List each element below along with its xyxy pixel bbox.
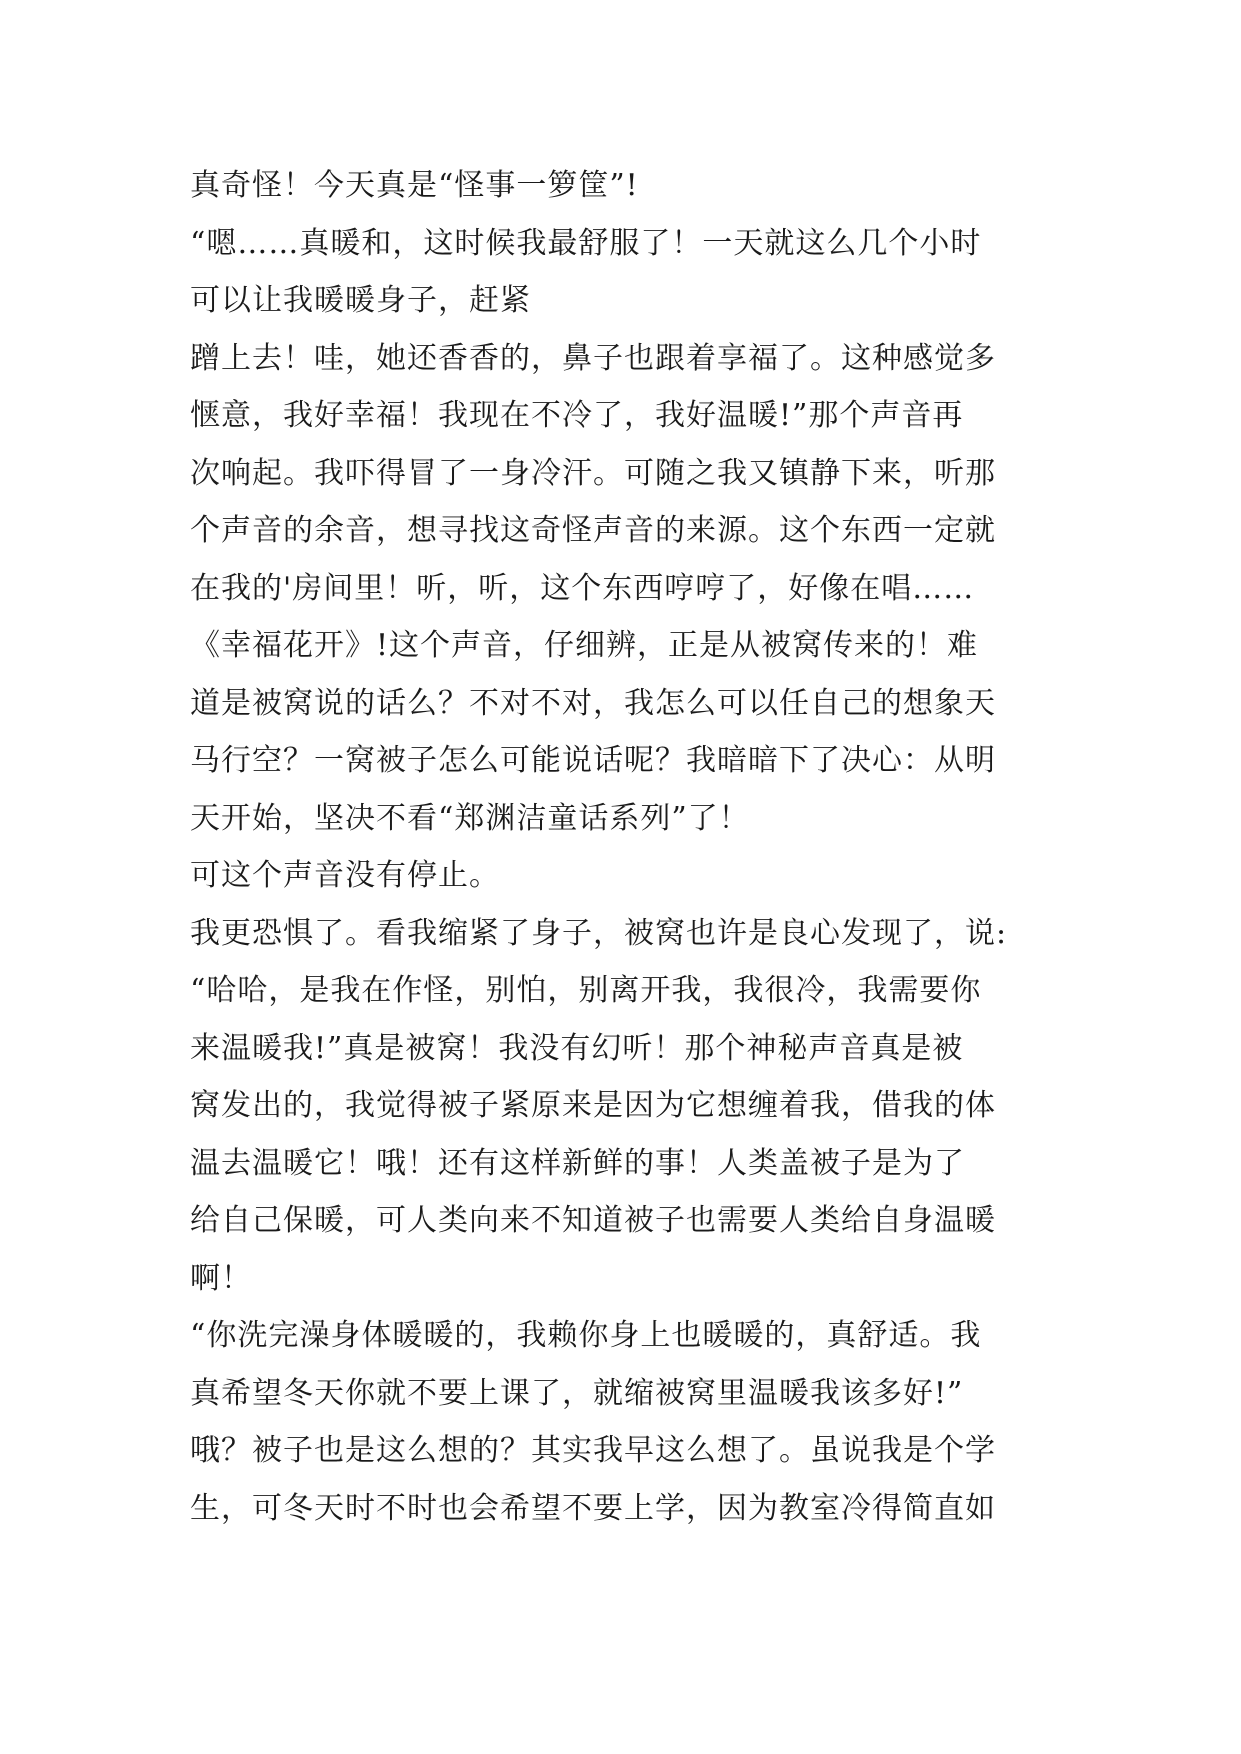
- text-line: 给自己保暖，可人类向来不知道被子也需要人类给自身温暖: [190, 1203, 996, 1238]
- text-line: 在我的'房间里！听，听，这个东西哼哼了，好像在唱……: [190, 570, 975, 606]
- text-line: 温去温暖它！哦！还有这样新鲜的事！人类盖被子是为了: [190, 1145, 965, 1181]
- text-line: 可以让我暖暖身子，赶紧: [190, 283, 531, 318]
- text-line: 哦？被子也是这么想的？其实我早这么想了。虽说我是个学: [190, 1433, 996, 1468]
- text-line: 马行空？一窝被子怎么可能说话呢？我暗暗下了决心：从明: [190, 743, 996, 778]
- text-line: “嗯……真暖和，这时候我最舒服了！一天就这么几个小时: [190, 225, 982, 261]
- text-line: 惬意，我好幸福！我现在不冷了，我好温暖!”那个声音再: [190, 398, 964, 433]
- text-line: 真希望冬天你就不要上课了，就缩被窝里温暖我该多好!”: [190, 1375, 964, 1411]
- body-text: [190, 157, 1070, 1537]
- text-line: 真奇怪！今天真是“怪事一箩筐”!: [190, 168, 639, 203]
- text-line: 我更恐惧了。看我缩紧了身子，被窝也许是良心发现了，说:: [190, 915, 1008, 951]
- text-line: 次响起。我吓得冒了一身冷汗。可随之我又镇静下来，听那: [190, 455, 996, 491]
- text-line: 蹭上去！哇，她还香香的，鼻子也跟着享福了。这种感觉多: [190, 340, 996, 376]
- text-line: “你洗完澡身体暖暖的，我赖你身上也暖暖的，真舒适。我: [190, 1318, 982, 1353]
- text-line: 窝发出的，我觉得被子紧原来是因为它想缠着我，借我的体: [190, 1088, 996, 1123]
- text-line: “哈哈，是我在作怪，别怕，别离开我，我很冷，我需要你: [190, 973, 982, 1008]
- text-line: 《幸福花开》!这个声音，仔细辨，正是从被窝传来的！难: [190, 628, 979, 663]
- text-line: 可这个声音没有停止。: [190, 858, 500, 893]
- text-line: 啊！: [190, 1260, 252, 1296]
- text-line: 来温暖我!”真是被窝！我没有幻听！那个神秘声音真是被: [190, 1030, 964, 1066]
- text-line: 道是被窝说的话么？不对不对，我怎么可以任自己的想象天: [190, 685, 996, 721]
- text-line: 天开始，坚决不看“郑渊洁童话系列”了！: [190, 800, 750, 836]
- text-line: 个声音的余音，想寻找这奇怪声音的来源。这个东西一定就: [190, 513, 996, 548]
- text-line: 生，可冬天时不时也会希望不要上学，因为教室冷得简直如: [190, 1490, 996, 1526]
